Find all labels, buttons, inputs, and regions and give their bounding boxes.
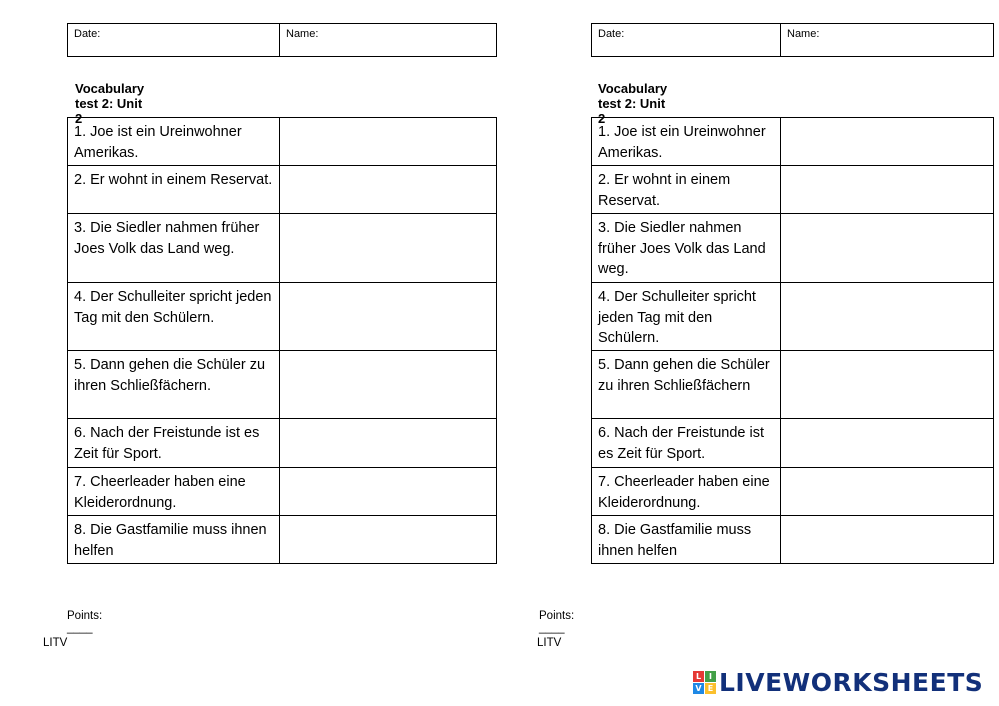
liveworksheets-logo (693, 668, 983, 697)
answer-input[interactable] (280, 214, 496, 238)
answer-input[interactable] (280, 118, 496, 142)
answer-cell[interactable] (280, 283, 497, 351)
points-label: Points: ____ (539, 610, 575, 634)
logo-text: LIVEWORKSHEETS (719, 668, 984, 697)
vocab-prompt: 4. Der Schulleiter spricht jeden Tag mit den Schülern. (592, 283, 781, 351)
vocab-table-left (67, 117, 497, 564)
vocab-prompt: 6. Nach der Freistunde ist es Zeit für Sport. (68, 419, 280, 468)
answer-cell[interactable] (280, 419, 497, 468)
test-title: Vocabulary test 2: Unit 2 (75, 81, 145, 126)
date-cell[interactable]: Date: (68, 24, 280, 57)
answer-cell[interactable] (781, 516, 994, 564)
vocab-prompt: 2. Er wohnt in einem Reservat. (68, 166, 280, 214)
answer-cell[interactable] (781, 214, 994, 283)
date-cell[interactable]: Date: (592, 24, 781, 57)
answer-cell[interactable] (781, 166, 994, 214)
answer-cell[interactable] (280, 351, 497, 419)
vocab-prompt: 1. Joe ist ein Ureinwohner Amerikas. (68, 118, 280, 166)
answer-cell[interactable] (781, 468, 994, 516)
answer-input[interactable] (781, 118, 993, 142)
footer-litv: LITV (537, 637, 562, 649)
points-label: Points: ____ (67, 610, 103, 634)
answer-input[interactable] (781, 166, 993, 190)
answer-input[interactable] (781, 214, 993, 238)
live-logo-icon (693, 671, 716, 694)
answer-cell[interactable] (781, 419, 994, 468)
answer-cell[interactable] (280, 166, 497, 214)
answer-input[interactable] (781, 468, 993, 492)
answer-cell[interactable] (280, 214, 497, 283)
name-cell[interactable]: Name: (781, 24, 994, 57)
answer-cell[interactable] (280, 468, 497, 516)
logo-letter-l: L (693, 671, 704, 682)
answer-input[interactable] (280, 516, 496, 540)
vocab-prompt: 3. Die Siedler nahmen früher Joes Volk das Land weg. (68, 214, 280, 283)
header-table-left (67, 23, 497, 57)
vocab-prompt: 5. Dann gehen die Schüler zu ihren Schließfächern. (68, 351, 280, 419)
answer-input[interactable] (280, 351, 496, 375)
logo-letter-i: I (705, 671, 716, 682)
vocab-prompt: 8. Die Gastfamilie muss ihnen helfen (68, 516, 280, 564)
answer-cell[interactable] (280, 516, 497, 564)
logo-letter-e: E (705, 683, 716, 694)
test-title: Vocabulary test 2: Unit 2 (598, 81, 668, 126)
answer-input[interactable] (280, 419, 496, 443)
name-cell[interactable]: Name: (280, 24, 497, 57)
footer-litv: LITV (43, 637, 68, 649)
answer-input[interactable] (280, 468, 496, 492)
vocab-prompt: 2. Er wohnt in einem Reservat. (592, 166, 781, 214)
vocab-prompt: 5. Dann gehen die Schüler zu ihren Schließfächern (592, 351, 781, 419)
vocab-prompt: 7. Cheerleader haben eine Kleiderordnung. (592, 468, 781, 516)
answer-input[interactable] (781, 419, 993, 443)
vocab-prompt: 7. Cheerleader haben eine Kleiderordnung. (68, 468, 280, 516)
answer-input[interactable] (781, 351, 993, 375)
header-table-right (591, 23, 994, 57)
logo-letter-v: V (693, 683, 704, 694)
answer-cell[interactable] (781, 118, 994, 166)
vocab-prompt: 4. Der Schulleiter spricht jeden Tag mit den Schülern. (68, 283, 280, 351)
answer-input[interactable] (781, 283, 993, 307)
vocab-prompt: 1. Joe ist ein Ureinwohner Amerikas. (592, 118, 781, 166)
vocab-table-right (591, 117, 994, 564)
answer-cell[interactable] (781, 351, 994, 419)
vocab-prompt: 8. Die Gastfamilie muss ihnen helfen (592, 516, 781, 564)
answer-cell[interactable] (781, 283, 994, 351)
answer-input[interactable] (280, 166, 496, 190)
answer-input[interactable] (781, 516, 993, 540)
answer-cell[interactable] (280, 118, 497, 166)
vocab-prompt: 3. Die Siedler nahmen früher Joes Volk das Land weg. (592, 214, 781, 283)
vocab-prompt: 6. Nach der Freistunde ist es Zeit für Sport. (592, 419, 781, 468)
answer-input[interactable] (280, 283, 496, 307)
